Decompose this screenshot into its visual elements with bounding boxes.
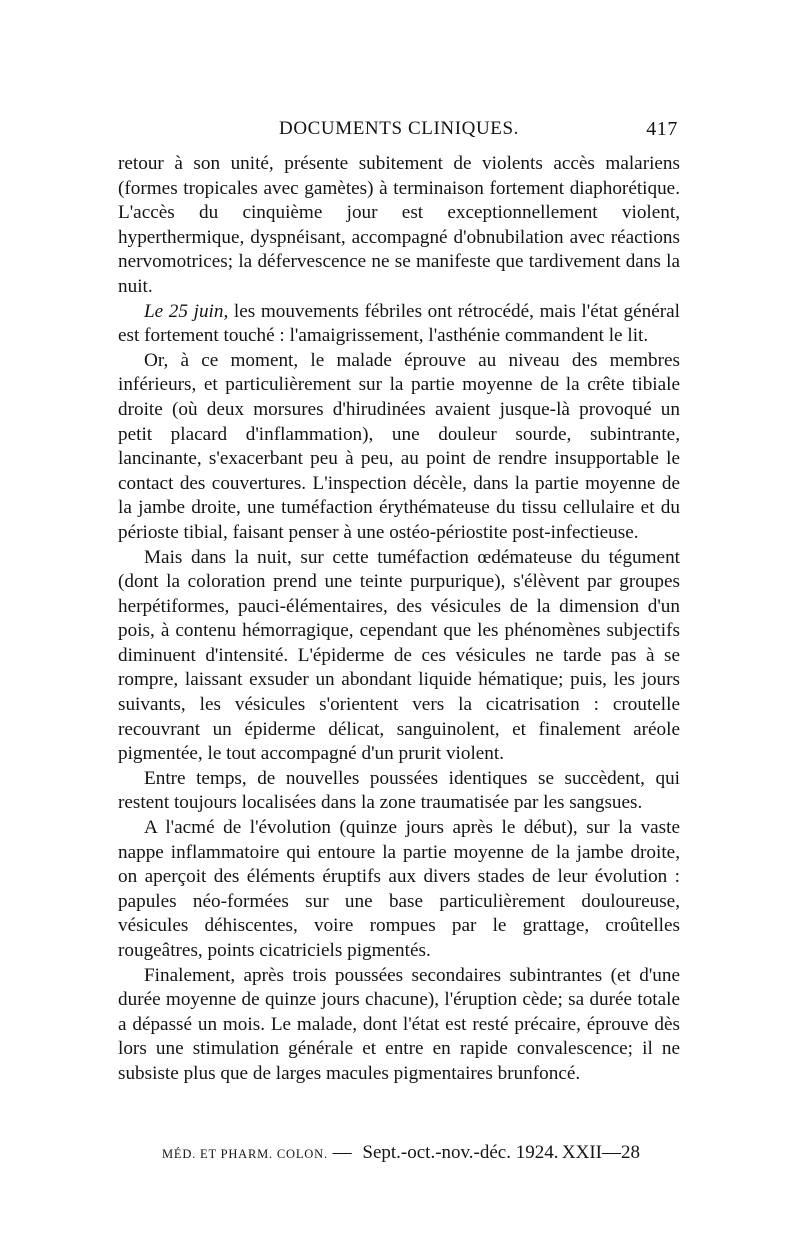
page-content [118, 114, 680, 1087]
journal-name: MÉD. ET PHARM. COLON. [162, 1147, 328, 1161]
paragraph-2-text: les mouvements fébriles ont rétrocédé, mais l'état général est fortement touché : l'amaigrissement, l'asthénie commandent le lit. [118, 300, 680, 347]
date-lead: Le 25 juin, [144, 300, 229, 322]
running-title: DOCUMENTS CLINIQUES. [279, 118, 519, 139]
paragraph-5: Entre temps, de nouvelles poussées identiques se succèdent, qui restent toujours localisées dans la zone traumatisée par les sangsues. [118, 767, 680, 814]
volume-number: XXII—28 [561, 1142, 640, 1163]
running-header [118, 114, 680, 144]
page-footer [162, 1142, 662, 1168]
paragraph-6: A l'acmé de l'évolution (quinze jours après le début), sur la vaste nappe inflammatoire qui entoure la partie moyenne de la jambe droite, on aperçoit des éléments éruptifs aux divers stades de leur évolution : papules néo-formées sur une base particulièrement douloureuse, vésicules déhiscentes, voire rompues par le grattage, croûtelles rougeâtres, points cicatriciels pigmentés. [118, 817, 680, 961]
issue-date: Sept.-oct.-nov.-déc. 1924. [362, 1142, 559, 1163]
page-number: 417 [646, 118, 678, 140]
paragraph-4: Mais dans la nuit, sur cette tuméfaction œdémateuse du tégument (dont la coloration prend une teinte purpurique), s'élèvent par groupes herpétiformes, pauci-élémentaires, des vésicules de la dimension d'un pois, à contenu hémorragique, cependant que les phénomènes subjectifs diminuent d'intensité. L'épiderme de ces vésicules ne tarde pas à se rompre, laissant exsuder un abondant liquide hématique; puis, les jours suivants, les vésicules s'orientent vers la cicatrisation : croutelle recouvrant un épiderme délicat, sanguinolent, et finalement aréole pigmentée, le tout accompagné d'un prurit violent. [118, 546, 680, 765]
article-body [118, 152, 680, 1087]
paragraph-7: Finalement, après trois poussées secondaires subintrantes (et d'une durée moyenne de quinze jours chacune), l'éruption cède; sa durée totale a dépassé un mois. Le malade, dont l'état est resté précaire, éprouve dès lors une stimulation générale et entre en rapide convalescence; il ne subsiste plus que de larges macules pigmentaires brunfoncé. [118, 964, 680, 1084]
footer-separator: — [332, 1142, 352, 1163]
paragraph-1: retour à son unité, présente subitement de violents accès malariens (formes tropicales avec gamètes) à terminaison fortement diaphorétique. L'accès du cinquième jour est exceptionnellement violent, hyperthermique, dyspnéisant, accompagné d'obnubilation avec réactions nervomotrices; la défervescence ne se manifeste que tardivement dans la nuit. [118, 153, 680, 297]
paragraph-3: Or, à ce moment, le malade éprouve au niveau des membres inférieurs, et particulièrement sur la partie moyenne de la crête tibiale droite (où deux morsures d'hirudinées avaient jusque-là provoqué un petit placard d'inflammation), une douleur sourde, subintrante, lancinante, s'exacerbant peu à peu, au point de rendre insupportable le contact des couvertures. L'inspection décèle, dans la partie moyenne de la jambe droite, une tuméfaction érythémateuse du tissu cellulaire et du périoste tibial, faisant penser à une ostéo-périostite post-infectieuse. [118, 349, 680, 543]
paragraph-2 [118, 300, 680, 349]
